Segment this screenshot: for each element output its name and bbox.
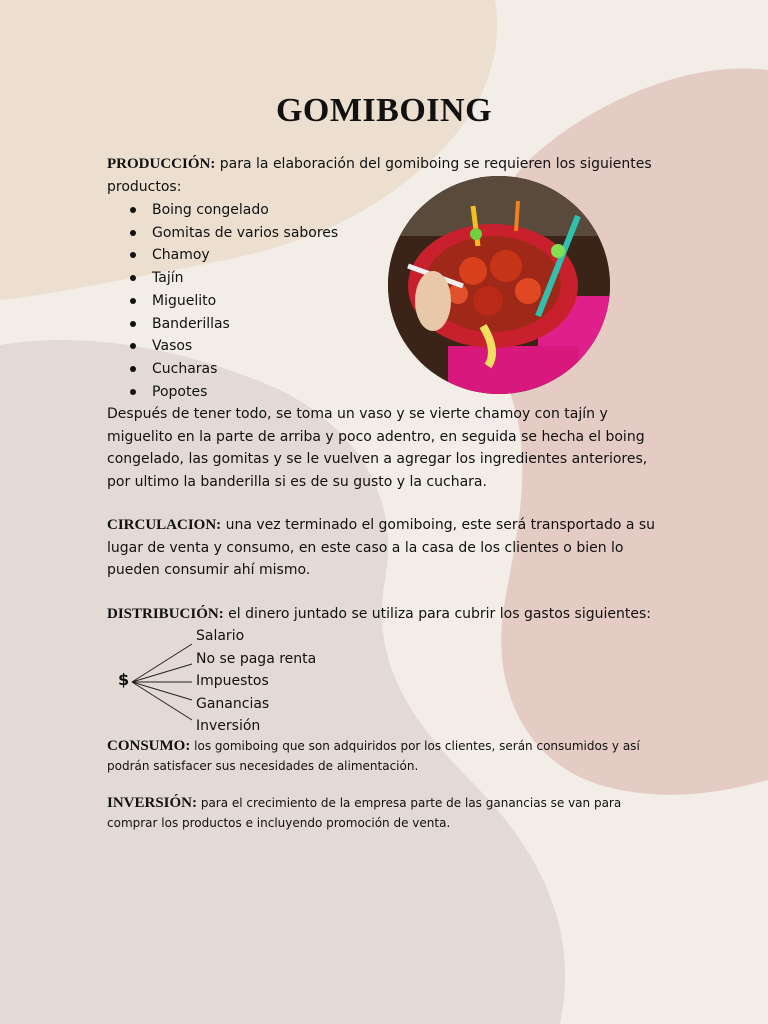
distribucion-label: DISTRIBUCIÓN: <box>107 606 224 622</box>
list-item: Banderillas <box>128 313 338 336</box>
list-item: Ganancias <box>196 695 270 712</box>
circulacion-text: una vez terminado el gomiboing, este será transportado a su lugar de venta y consumo, en este caso a la casa de los clientes o bien lo pueden consumir ahí mismo. <box>107 517 656 579</box>
produccion-intro: para la elaboración del gomiboing se requieren los siguientes productos: <box>107 156 652 195</box>
list-item: No se paga renta <box>196 650 317 667</box>
list-item: Gomitas de varios sabores <box>128 222 338 245</box>
list-item: Salario <box>196 628 245 644</box>
list-item: Boing congelado <box>128 199 338 222</box>
expense-list <box>196 625 316 738</box>
dollar-symbol: $ <box>118 670 130 689</box>
list-item: Popotes <box>128 381 338 404</box>
list-item: Miguelito <box>128 290 338 313</box>
consumo-label: CONSUMO: <box>107 738 191 754</box>
consumo-section <box>107 737 667 776</box>
inversion-label: INVERSIÓN: <box>107 795 198 811</box>
produccion-section <box>107 153 667 198</box>
gomiboing-photo <box>388 176 610 394</box>
inversion-text: para el crecimiento de la empresa parte de las ganancias se van para comprar los productos e incluyendo promoción de venta. <box>107 796 622 830</box>
list-item: Vasos <box>128 335 338 358</box>
consumo-text: los gomiboing que son adquiridos por los clientes, serán consumidos y así podrán satisfacer sus necesidades de alimentación. <box>107 739 640 773</box>
document-title: GOMIBOING <box>275 92 493 129</box>
circulacion-section <box>107 514 667 582</box>
circulacion-label: CIRCULACION: <box>107 517 222 533</box>
ingredient-list <box>128 199 338 403</box>
produccion-label: PRODUCCIÓN: <box>107 156 216 172</box>
list-item: Chamoy <box>128 244 338 267</box>
list-item: Inversión <box>196 718 261 735</box>
list-item: Impuestos <box>196 673 269 690</box>
inversion-section <box>107 794 667 833</box>
produccion-steps: Después de tener todo, se toma un vaso y se vierte chamoy con tajín y miguelito en la parte de arriba y poco adentro, en seguida se hecha el boing congelado, las gomitas y se le vuelven a agregar los ingredientes anteriores, por ultimo la banderilla si es de su gusto y la cuchara. <box>107 406 648 490</box>
distribucion-text: el dinero juntado se utiliza para cubrir los gastos siguientes: <box>223 606 651 622</box>
list-item: Cucharas <box>128 358 338 381</box>
list-item: Tajín <box>128 267 338 290</box>
